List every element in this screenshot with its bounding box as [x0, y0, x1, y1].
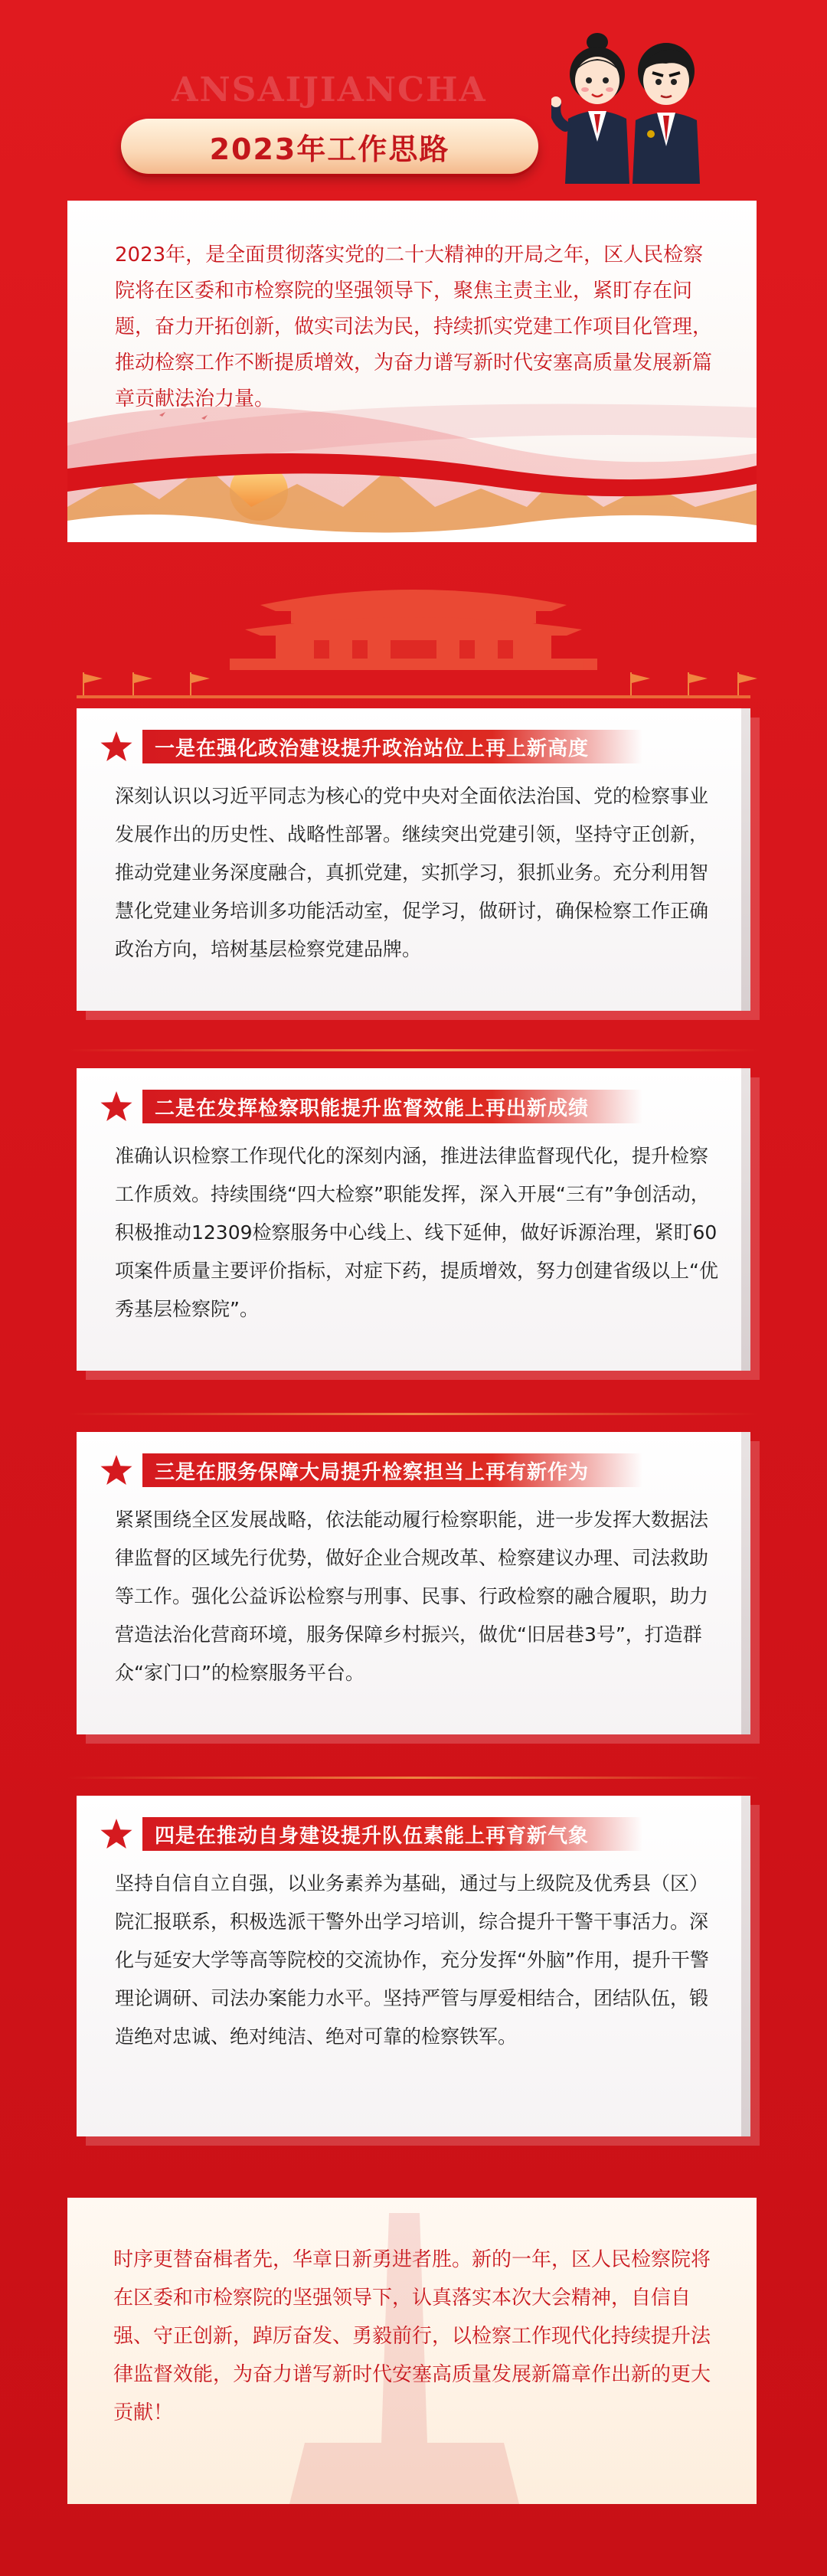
section-title: 四是在推动自身建设提升队伍素能上再育新气象: [142, 1817, 642, 1851]
page-title: 2023年工作思路: [209, 132, 450, 166]
section-body: 坚持自信自立自强，以业务素养为基础，通过与上级院及优秀县（区）院汇报联系，积极选派干警外出学习培训，综合提升干警干事活力。深化与延安大学等高等院校的交流协作，充分发挥“外脑”作用，提升干警理论调研、司法办案能力水平。坚持严管与厚爱相结合，团结队伍，锻造绝对忠诚、绝对纯洁、绝对可靠的检察铁军。: [115, 1872, 709, 2048]
section-heading: [100, 1817, 642, 1851]
section-title: 二是在发挥检察职能提升监督效能上再出新成绩: [142, 1090, 642, 1123]
section-1: [77, 708, 750, 1011]
intro-text: 2023年，是全面贯彻落实党的二十大精神的开局之年，区人民检察院将在区委和市检察院的坚强领导下，聚焦主责主业，紧盯存在问题，奋力开拓创新，做实司法为民，持续抓实党建工作项目化管理，推动检察工作不断提质增效，为奋力谱写新时代安塞高质量发展新篇章贡献法治力量。: [115, 244, 713, 410]
section-body: 紧紧围绕全区发展战略，依法能动履行检察职能，进一步发挥大数据法律监督的区域先行优势，做好企业合规改革、检察建议办理、司法救助等工作。强化公益诉讼检察与刑事、民事、行政检察的融合履职，助力营造法治化营商环境，服务保障乡村振兴，做优“旧居巷3号”，打造群众“家门口”的检察服务平台。: [115, 1509, 709, 1684]
star-icon: [100, 1090, 133, 1123]
palace-icon: [230, 574, 597, 670]
star-icon: [100, 1817, 133, 1851]
section-heading: [100, 1090, 642, 1123]
page-title-pill: [121, 119, 538, 174]
section-heading: [100, 1453, 642, 1487]
section-card: [77, 1432, 750, 1734]
section-title: 三是在服务保障大局提升检察担当上再有新作为: [142, 1453, 642, 1487]
divider: [67, 1049, 760, 1051]
mascot-figures-icon: [551, 27, 712, 184]
intro-card: [67, 201, 757, 542]
section-card: [77, 708, 750, 1011]
section-body: 深刻认识以习近平同志为核心的党中央对全面依法治国、党的检察事业发展作出的历史性、战略性部署。继续突出党建引领，坚持守正创新，推动党建业务深度融合，真抓党建，实抓学习，狠抓业务。充分利用智慧化党建业务培训多功能活动室，促学习，做研讨，确保检察工作正确政治方向，培树基层检察党建品牌。: [115, 785, 709, 960]
divider: [67, 1413, 760, 1415]
section-body: 准确认识检察工作现代化的深刻内涵，推进法律监督现代化，提升检察工作质效。持续围绕“四大检察”职能发挥，深入开展“三有”争创活动，积极推动12309检察服务中心线上、线下延伸，做好诉源治理，紧盯60项案件质量主要评价指标，对症下药，提质增效，努力创建省级以上“优秀基层检察院”。: [115, 1145, 718, 1320]
section-heading: [100, 730, 642, 763]
section-card: [77, 1068, 750, 1371]
closing-text: 时序更替奋楫者先，华章日新勇进者胜。新的一年，区人民检察院将在区委和市检察院的坚强领导下，认真落实本次大会精神，自信自强、守正创新，踔厉奋发、勇毅前行，以检察工作现代化持续提升法律监督效能，为奋力谱写新时代安塞高质量发展新篇章作出新的更大贡献！: [113, 2248, 711, 2424]
section-title: 一是在强化政治建设提升政治站位上再上新高度: [142, 730, 642, 763]
divider: [67, 1777, 760, 1779]
header: [0, 0, 827, 191]
closing-card: [67, 2198, 757, 2504]
flag-icon: [0, 659, 827, 704]
section-2: [77, 1068, 750, 1371]
star-icon: [100, 1453, 133, 1487]
section-card: [77, 1796, 750, 2136]
header-watermark: ANSAIJIANCHA: [172, 70, 487, 110]
section-3: [77, 1432, 750, 1734]
star-icon: [100, 730, 133, 763]
section-4: [77, 1796, 750, 2136]
sunrise-mountains-icon: [67, 392, 757, 542]
